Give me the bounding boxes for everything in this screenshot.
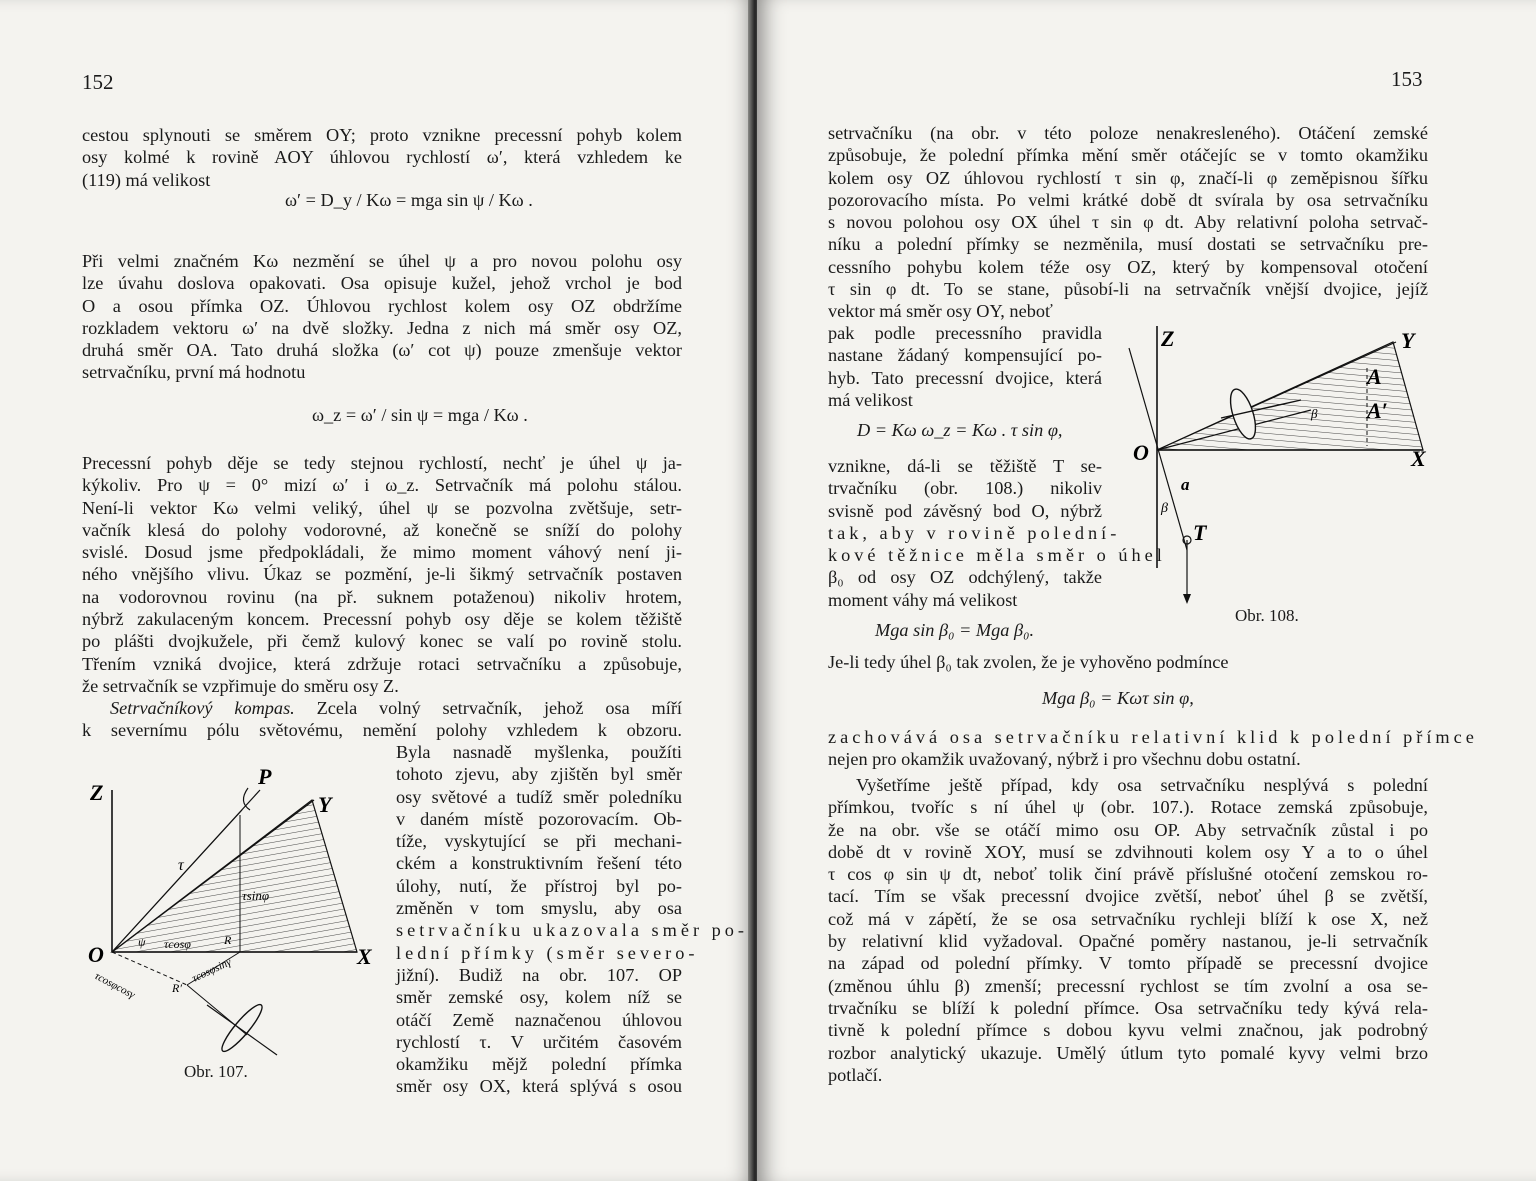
label-y: Y	[318, 792, 332, 817]
label-tau-sin-phi: τsinφ	[242, 888, 270, 903]
text-line: osy světové a tudíž směr poledníku	[396, 786, 682, 807]
text-line: směr osy OX, která splývá s osou	[396, 1076, 682, 1097]
label-tau-cos-phi-cos-gamma: τcosφcosγ	[92, 970, 137, 1002]
paragraph	[828, 651, 1428, 673]
text-line: rychlostí τ. V určitém časovém	[396, 1031, 682, 1052]
label-a-prime: A′	[1367, 398, 1388, 423]
text-line: tivně k polední přímce s dobou kyvu velmi značnou, jak podrobný	[828, 1020, 1428, 1041]
text-line: nýbrž zakulaceným koncem. Precessní pohyb osy děje se kolem těžiště	[82, 609, 682, 630]
label-r: R	[224, 933, 232, 947]
hatched-plane	[112, 800, 357, 952]
page-number: 152	[82, 70, 114, 94]
text-line: svisně pod závěsný bod O, nýbrž	[828, 500, 1102, 521]
text-line: že setrvačník se vzpřimuje do směru osy Z.	[82, 675, 399, 696]
equation: Mga β₀ = Kωτ sin φ,	[1042, 688, 1194, 708]
paragraph	[828, 122, 1428, 323]
arrow-head	[1183, 594, 1191, 604]
text-line: jižní). Budiž na obr. 107. OP	[396, 964, 682, 985]
text-line: osy kolmé k rovině AOY úhlovou rychlostí ω′, která vzhledem ke	[82, 147, 682, 168]
text-line: pozorovacího místa. Po velmi krátké době dt svírala by osa setrvačníku	[828, 189, 1428, 210]
label-y: Y	[1401, 328, 1415, 353]
text-line: Zcela volný setrvačník, jehož osa míří	[316, 698, 683, 718]
text-line: což má v zápětí, že se osa setrvačníku rychleji blíží k ose X, než	[828, 908, 1428, 929]
text-line: tak, aby v rovině polední-	[828, 522, 1121, 543]
text-line: ckém a konstruktivním řešení této	[396, 853, 682, 874]
text-line: tací. Tím se však precessní dvojice zvětší, neboť úhel β se zvětší,	[828, 886, 1428, 907]
text-line: vačník klesá do polohy vodorovné, až konečně se sníží do polohy	[82, 519, 682, 540]
text-line: otáčí Země naznačenou úhlovou	[396, 1009, 682, 1030]
label-tau-cos-phi-sin-gamma: τcosφsinγ	[190, 956, 234, 985]
text-line: lze úvahu doslova opakovati. Osa opisuje kužel, jehož vrchol je bod	[82, 273, 682, 294]
text-line: β₀ od osy OZ odchýlený, takže	[828, 567, 1102, 588]
text-line: způsobuje, že polední přímka mění směr otáčejíc se v tomto okamžiku	[828, 145, 1428, 166]
paragraph	[828, 774, 1428, 1086]
text-line: lední přímky (směr severo-	[396, 942, 699, 963]
label-a-lower: a	[1181, 475, 1190, 494]
gyroscope	[217, 1001, 266, 1056]
text-line: Vyšetříme ještě případ, kdy osa setrvačníku nesplývá s polední	[856, 775, 1428, 795]
text-line: tohoto zjevu, aby zjištěn byl směr	[396, 764, 682, 785]
paragraph	[82, 124, 682, 191]
label-tau: τ	[178, 857, 184, 874]
text-line: přímkou, tvoříc s ní úhel ψ (obr. 107.). Rotace zemská způsobuje,	[828, 797, 1428, 818]
text-line: na západ od polední přímky. V tomto případě se precessní dvojice	[828, 953, 1428, 974]
equation: ω_z = ω′ / sin ψ = mga / Kω .	[312, 405, 528, 425]
text-line: době dt v rovině XOY, musí se zdvihnouti kolem osy Y a to o úhel	[828, 841, 1428, 862]
text-line: má velikost	[828, 389, 913, 410]
paragraph-column	[396, 741, 748, 1098]
text-line: druhá směr OA. Tato druhá složka (ω′ cot ψ) pouze zmenšuje vektor	[82, 340, 682, 361]
paragraph	[82, 697, 682, 742]
label-z: Z	[1161, 326, 1175, 351]
text-line	[82, 697, 682, 719]
text-line: změněn v tom smyslu, aby osa	[396, 898, 682, 919]
text-line: pak podle precessního pravidla	[828, 323, 1102, 343]
text-line: setrvačníku, první má hodnotu	[82, 362, 306, 383]
text-line: rozkladem vektoru ω′ na dvě složky. Jedna z nich má směr osy OZ,	[82, 317, 682, 338]
paragraph	[82, 250, 682, 384]
text-line: kové těžnice měla směr o úhel	[828, 545, 1166, 566]
equation: D = Kω ω_z = Kω . τ sin φ,	[857, 420, 1063, 440]
hatched-plane	[1157, 342, 1423, 450]
right-page	[757, 0, 1536, 1181]
text-line: tíže, vyskytující se při mechani-	[396, 831, 682, 852]
equation: Mga sin β₀ = Mga β₀.	[875, 620, 1035, 640]
label-z: Z	[90, 780, 104, 805]
text-line: moment váhy má velikost	[828, 589, 1018, 610]
text-line: O a osou přímka OZ. Úhlovou rychlost kolem osy OZ obdržíme	[82, 295, 682, 316]
text-line: že na obr. vše se otáčí mimo osu OP. Aby setrvačník zůstal i po	[828, 819, 1428, 840]
text-line: rozbor analytický ukazuje. Umělý útlum tyto pomalé kyvy velmi brzo	[828, 1042, 1428, 1063]
label-psi: ψ	[138, 935, 146, 949]
text-line: Třením vzniká dvojice, která zdržuje rotaci setrvačníku a způsobuje,	[82, 653, 682, 674]
label-x: X	[1411, 446, 1426, 471]
text-line: hyb. Tato precessní dvojice, která	[828, 367, 1102, 388]
paragraph	[828, 726, 1478, 771]
text-line: zachovává osa setrvačníku relativní klid k polední přímce	[828, 727, 1478, 747]
text-line: Byla nasnadě myšlenka, použíti	[396, 742, 682, 762]
paragraph-column	[828, 322, 1102, 411]
text-line: Precessní pohyb děje se tedy stejnou rychlostí, nechť je úhel ψ ja-	[82, 453, 682, 473]
text-line: cestou splynouti se směrem OY; proto vznikne precessní pohyb kolem	[82, 125, 682, 145]
label-beta-upper: β	[1311, 406, 1318, 421]
text-line: setrvačníku ukazovala směr po-	[396, 920, 748, 941]
text-line: svislé. Dosud jsme předpokládali, že mimo moment váhový není ji-	[82, 542, 682, 563]
label-beta-lower: β	[1161, 501, 1168, 516]
text-line: Není-li vektor Kω velmi veliký, úhel ψ se pozvolna zvětšuje, setr-	[82, 497, 682, 518]
text-line: τ sin φ dt. To se stane, působí-li na setrvačník vnější dvojice, jejíž	[828, 279, 1428, 300]
text-line: Při velmi značném Kω nezmění se úhel ψ a pro novou polohu osy	[82, 251, 682, 271]
text-line: by relativní klid vyžadoval. Opačné poměry nastanou, je-li setrvačník	[828, 931, 1428, 952]
text-line: po plášti dvojkužele, při čemž kulový konec se valí po rovině stolu.	[82, 631, 682, 652]
text-line: trvačníku (obr. 108.) nikoliv	[828, 478, 1102, 499]
label-r-prime: R′	[172, 981, 182, 995]
figure-107-drawing	[82, 760, 382, 1060]
figure-caption: Obr. 107.	[184, 1062, 248, 1081]
equation: ω′ = D_y / Kω = mga sin ψ / Kω .	[285, 190, 533, 210]
text-line: kolem osy OZ úhlovou rychlostí τ sin φ, značí-li φ zeměpisnou šířku	[828, 167, 1428, 188]
label-t: T	[1193, 520, 1207, 545]
label-tau-cos-phi: τcosφ	[164, 937, 191, 951]
label-o: O	[88, 942, 104, 967]
text-line: s novou polohou osy OX úhel τ sin φ dt. Aby relativní poloha setrvač-	[828, 212, 1428, 233]
label-o: O	[1133, 440, 1149, 465]
text-line: potlačí.	[828, 1064, 883, 1085]
figure-108-drawing	[1121, 318, 1441, 608]
text-line: nastane žádaný kompensující po-	[828, 345, 1102, 366]
label-x: X	[357, 944, 372, 969]
gyro-spindle	[207, 1005, 277, 1055]
text-line: na vodorovnou rovinu (na př. suknem potaženou) nikoliv hrotem,	[82, 586, 682, 607]
text-line: kýkoliv. Pro ψ = 0° mizí ω′ i ω_z. Setrvačník má polohu stálou.	[82, 475, 682, 496]
text-line: vektor má směr osy OY, neboť	[828, 301, 1053, 322]
text-line: (změnou úhlu β) zmenší; precessní rychlost se tím zvolní a osa se-	[828, 975, 1428, 996]
text-line: vznikne, dá-li se těžiště T se-	[828, 456, 1102, 476]
figure-108	[1121, 318, 1441, 608]
text-line: okamžiku mějž polední přímka	[396, 1054, 682, 1075]
label-a: A	[1367, 364, 1382, 389]
text-line: Je-li tedy úhel β₀ tak zvolen, že je vyhověno podmínce	[828, 652, 1229, 672]
figure-caption: Obr. 108.	[1235, 606, 1299, 625]
text-line: trvačníku se blíží k polední přímce. Osa setrvačníku tedy kývá rela-	[828, 997, 1428, 1018]
text-line: τ cos φ sin ψ dt, neboť tolik činí právě příslušné otočení zemskou ro-	[828, 864, 1428, 885]
text-line: nejen pro okamžik uvažovaný, nýbrž i pro všechnu dobu ostatní.	[828, 749, 1301, 770]
text-line: v daném místě pozorovacím. Ob-	[396, 808, 682, 829]
text-line: úlohy, nutí, že přístroj byl po-	[396, 875, 682, 896]
figure-107	[82, 760, 382, 1060]
paragraph-column	[828, 455, 1166, 611]
paragraph	[82, 452, 682, 697]
page-number: 153	[1391, 67, 1423, 91]
text-line: cessního pohybu kolem téže osy OZ, který by kompensoval otočení	[828, 256, 1428, 277]
text-line: (119) má velikost	[82, 169, 211, 190]
section-heading: Setrvačníkový kompas.	[110, 698, 295, 718]
text-line: setrvačníku (na obr. v této poloze nenakresleného). Otáčení zemské	[828, 123, 1428, 143]
left-page	[0, 0, 756, 1181]
text-line: směr zemské osy, kolem níž se	[396, 987, 682, 1008]
text-line: k severnímu pólu světovému, nemění polohy vzhledem k obzoru.	[82, 720, 682, 741]
text-line: ného vnějšího vlivu. Úkaz se pozmění, je-li šikmý setrvačník postaven	[82, 564, 682, 585]
label-p: P	[258, 764, 272, 789]
text-line: níku a polední přímky se nezměnila, musí dostati se setrvačníku pre-	[828, 234, 1428, 255]
